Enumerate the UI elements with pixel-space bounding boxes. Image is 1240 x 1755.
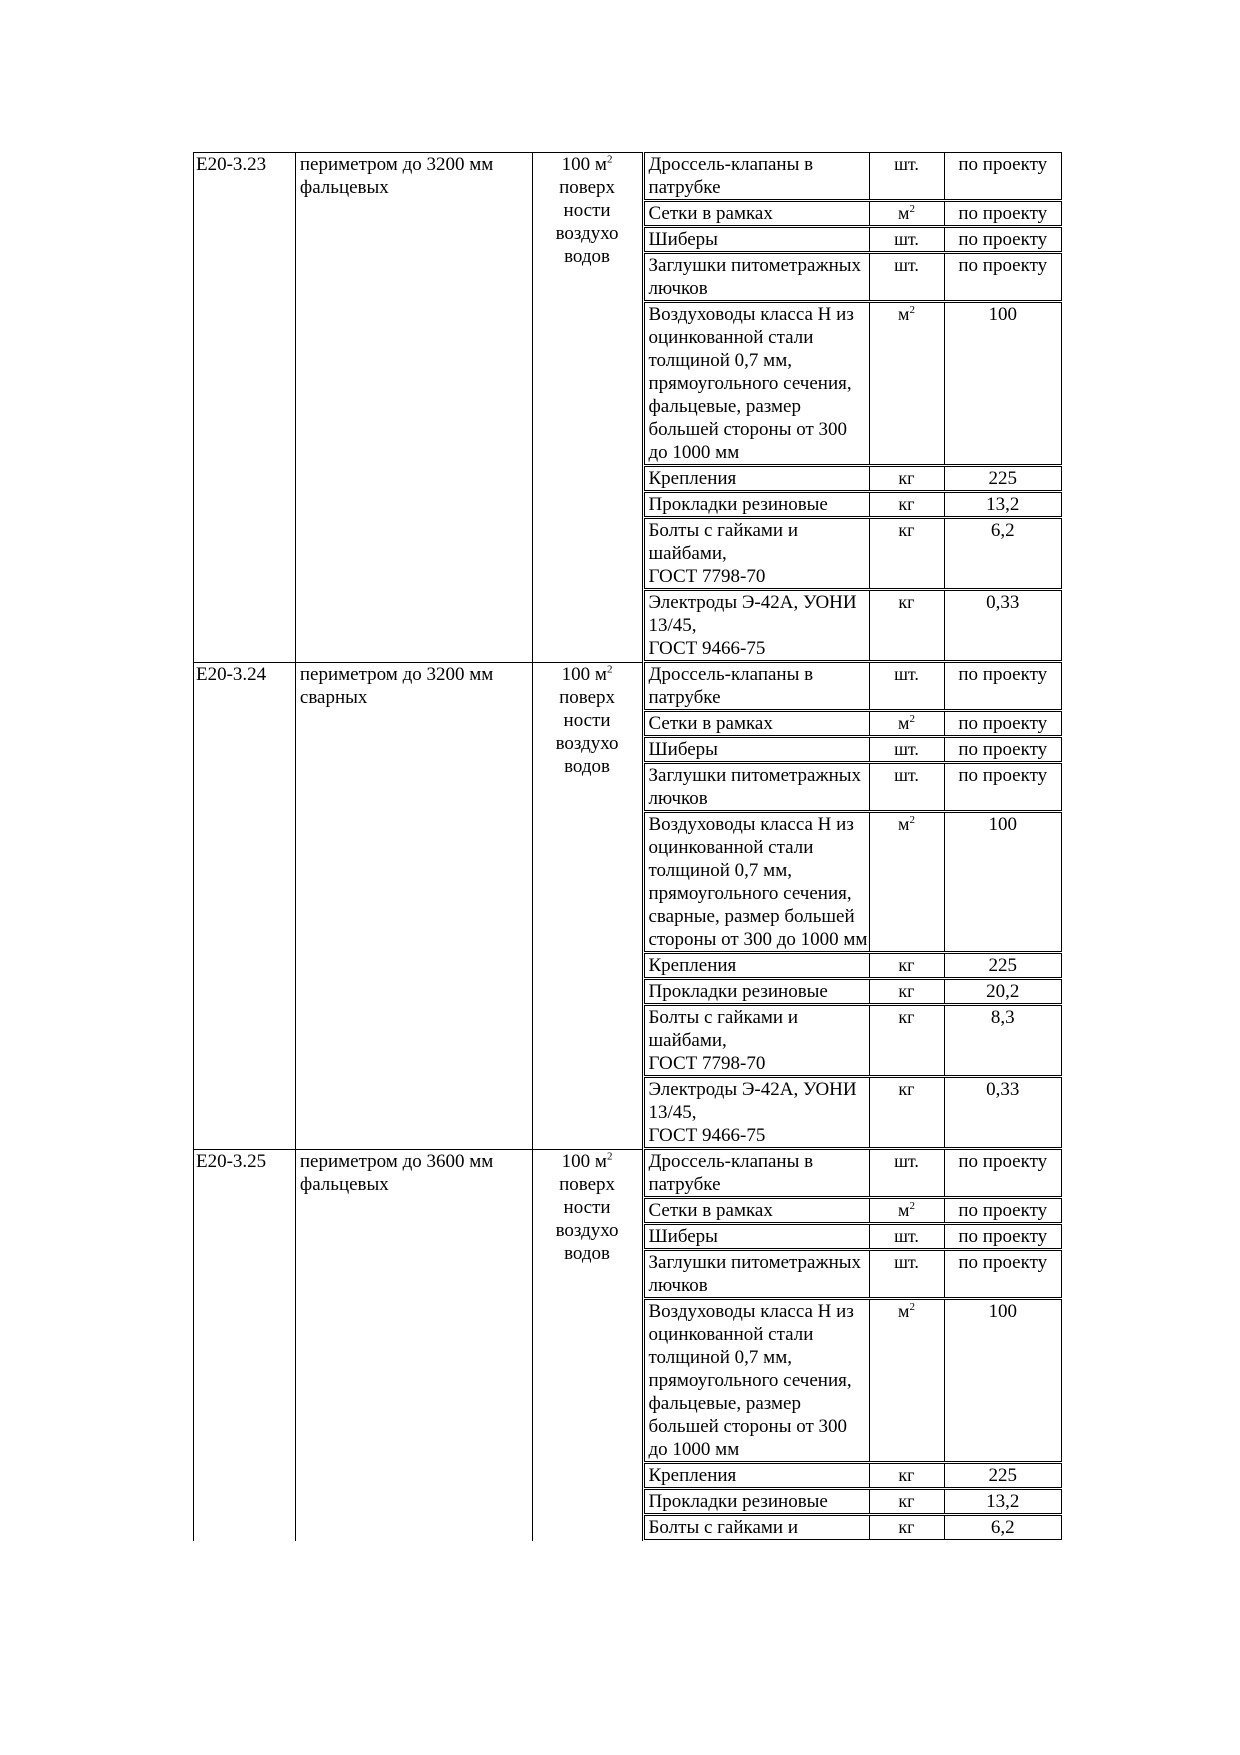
material-name: Электроды Э-42А, УОНИ 13/45, ГОСТ 9466-75: [645, 591, 870, 660]
material-unit: кг: [870, 1078, 945, 1147]
material-qty: 20,2: [986, 981, 1020, 1002]
norm-description: периметром до 3200 мм сварных: [295, 662, 532, 1149]
material-row: [644, 1198, 1063, 1223]
material-unit: кг: [870, 1464, 945, 1487]
material-name: Воздуховоды класса Н из оцинкованной стали толщиной 0,7 мм, прямоугольного сечения, фальцевые, размер большей стороны от 300 до 1000 мм: [645, 303, 870, 464]
material-qty: 6,2: [990, 1517, 1015, 1538]
norm-unit-sup: 2: [606, 153, 613, 166]
material-name: Болты с гайками и шайбами, ГОСТ 7798-70: [645, 1006, 870, 1075]
material-row: [644, 492, 1063, 517]
material-name: Прокладки резиновые: [645, 1490, 870, 1513]
material-name: Дроссель-клапаны в патрубке: [645, 663, 870, 709]
norm-description: периметром до 3600 мм фальцевых: [295, 1149, 532, 1541]
material-name: Сетки в рамках: [645, 202, 870, 225]
material-unit: $м^2$: [870, 202, 945, 225]
material-name: Крепления: [645, 954, 870, 977]
norm-unit-line: водов: [564, 1243, 611, 1264]
material-unit: шт.: [870, 764, 945, 810]
norm-unit-line: воздухо: [555, 1220, 619, 1241]
norm-code: Е20-3.25: [193, 1149, 295, 1541]
material-row: [644, 152, 1063, 200]
material-row: [644, 737, 1063, 762]
material-unit: кг: [870, 1006, 945, 1075]
material-qty: по проекту: [958, 739, 1048, 760]
material-name: Сетки в рамках: [645, 712, 870, 735]
material-qty: по проекту: [958, 229, 1048, 250]
material-name: Дроссель-клапаны в патрубке: [645, 1150, 870, 1196]
material-unit: кг: [870, 519, 945, 588]
norm-description: периметром до 3200 мм фальцевых: [295, 152, 532, 662]
norm-code: Е20-3.23: [193, 152, 295, 662]
norm-unit-value: 100 м: [561, 154, 607, 175]
material-unit: кг: [870, 1490, 945, 1513]
block-top-border: [193, 152, 643, 153]
material-row: [644, 201, 1063, 226]
material-unit: шт.: [870, 254, 945, 300]
material-row: [644, 590, 1063, 661]
material-row: [644, 1250, 1063, 1298]
material-name: Шиберы: [645, 738, 870, 761]
material-row: [644, 227, 1063, 252]
norm-unit-line: поверх: [559, 177, 616, 198]
norm-unit-line: ности: [563, 200, 611, 221]
material-unit: $м^2$: [870, 813, 945, 951]
norm-unit-value: 100 м: [561, 664, 607, 685]
material-row: [644, 1005, 1063, 1076]
norm-unit: [532, 1149, 643, 1541]
material-qty: по проекту: [958, 255, 1048, 276]
material-qty: 225: [988, 955, 1017, 976]
material-qty: 100: [988, 304, 1017, 325]
material-name: Прокладки резиновые: [645, 493, 870, 516]
norm-unit-sup: 2: [606, 663, 613, 676]
material-name: Заглушки питометражных лючков: [645, 1251, 870, 1297]
material-name: Шиберы: [645, 228, 870, 251]
material-unit: шт.: [870, 153, 945, 199]
norm-unit-line: водов: [564, 246, 611, 267]
norm-block: [193, 662, 1062, 1149]
materials-list: [644, 152, 1063, 662]
material-unit: кг: [870, 493, 945, 516]
material-row: [644, 1515, 1063, 1540]
norm-unit-line: воздухо: [555, 223, 619, 244]
material-unit: шт.: [870, 1251, 945, 1297]
norms-table: [193, 152, 1062, 1541]
material-row: [644, 662, 1063, 710]
material-unit: кг: [870, 467, 945, 490]
material-name: Крепления: [645, 1464, 870, 1487]
materials-list: [644, 1149, 1063, 1541]
material-unit: кг: [870, 980, 945, 1003]
material-row: [644, 711, 1063, 736]
material-qty: 6,2: [990, 520, 1015, 541]
norm-unit: [532, 662, 643, 1149]
material-row: [644, 1149, 1063, 1197]
material-row: [644, 466, 1063, 491]
material-name: Воздуховоды класса Н из оцинкованной стали толщиной 0,7 мм, прямоугольного сечения, сварные, размер большей стороны от 300 до 1000 мм: [645, 813, 870, 951]
material-unit: шт.: [870, 1225, 945, 1248]
material-unit: шт.: [870, 1150, 945, 1196]
material-row: [644, 979, 1063, 1004]
material-qty: 13,2: [986, 494, 1020, 515]
material-unit: $м^2$: [870, 712, 945, 735]
material-name: Заглушки питометражных лючков: [645, 254, 870, 300]
material-row: [644, 302, 1063, 465]
material-name: Прокладки резиновые: [645, 980, 870, 1003]
material-row: [644, 953, 1063, 978]
material-row: [644, 1463, 1063, 1488]
material-qty: 0,33: [986, 592, 1020, 613]
material-qty: по проекту: [958, 154, 1048, 175]
norm-unit-line: водов: [564, 756, 611, 777]
material-unit: $м^2$: [870, 1199, 945, 1222]
material-unit: кг: [870, 591, 945, 660]
material-qty: 8,3: [990, 1007, 1015, 1028]
norm-code: Е20-3.24: [193, 662, 295, 1149]
material-name: Воздуховоды класса Н из оцинкованной стали толщиной 0,7 мм, прямоугольного сечения, фальцевые, размер большей стороны от 300 до 1000 мм: [645, 1300, 870, 1461]
material-name: Болты с гайками и шайбами, ГОСТ 7798-70: [645, 519, 870, 588]
norm-unit: [532, 152, 643, 662]
material-unit: $м^2$: [870, 1300, 945, 1461]
norm-unit-line: поверх: [559, 1174, 616, 1195]
material-name: Заглушки питометражных лючков: [645, 764, 870, 810]
material-row: [644, 1224, 1063, 1249]
material-qty: 13,2: [986, 1491, 1020, 1512]
material-qty: по проекту: [958, 203, 1048, 224]
material-qty: по проекту: [958, 1252, 1048, 1273]
material-unit: шт.: [870, 738, 945, 761]
material-row: [644, 1077, 1063, 1148]
material-row: [644, 1489, 1063, 1514]
material-row: [644, 253, 1063, 301]
norm-unit-value: 100 м: [561, 1151, 607, 1172]
material-qty: по проекту: [958, 765, 1048, 786]
material-qty: 0,33: [986, 1079, 1020, 1100]
norm-unit-line: воздухо: [555, 733, 619, 754]
material-qty: по проекту: [958, 1226, 1048, 1247]
block-top-border: [193, 1149, 643, 1150]
material-unit: кг: [870, 1516, 945, 1539]
material-qty: 100: [988, 814, 1017, 835]
norm-unit-sup: 2: [606, 1150, 613, 1163]
material-unit: $м^2$: [870, 303, 945, 464]
material-name: Дроссель-клапаны в патрубке: [645, 153, 870, 199]
norm-unit-line: поверх: [559, 687, 616, 708]
material-qty: 225: [988, 1465, 1017, 1486]
material-name: Шиберы: [645, 1225, 870, 1248]
material-unit: кг: [870, 954, 945, 977]
material-qty: по проекту: [958, 713, 1048, 734]
material-name: Электроды Э-42А, УОНИ 13/45, ГОСТ 9466-75: [645, 1078, 870, 1147]
material-qty: по проекту: [958, 1200, 1048, 1221]
material-qty: по проекту: [958, 664, 1048, 685]
materials-list: [644, 662, 1063, 1149]
material-qty: по проекту: [958, 1151, 1048, 1172]
material-qty: 225: [988, 468, 1017, 489]
material-unit: шт.: [870, 663, 945, 709]
material-name: Крепления: [645, 467, 870, 490]
material-name: Сетки в рамках: [645, 1199, 870, 1222]
material-row: [644, 812, 1063, 952]
material-row: [644, 518, 1063, 589]
material-qty: 100: [988, 1301, 1017, 1322]
material-row: [644, 1299, 1063, 1462]
block-top-border: [193, 662, 643, 663]
material-name: Болты с гайками и: [645, 1516, 870, 1539]
norm-block: [193, 152, 1062, 662]
norm-block: [193, 1149, 1062, 1541]
norm-unit-line: ности: [563, 1197, 611, 1218]
material-row: [644, 763, 1063, 811]
material-unit: шт.: [870, 228, 945, 251]
norm-unit-line: ности: [563, 710, 611, 731]
